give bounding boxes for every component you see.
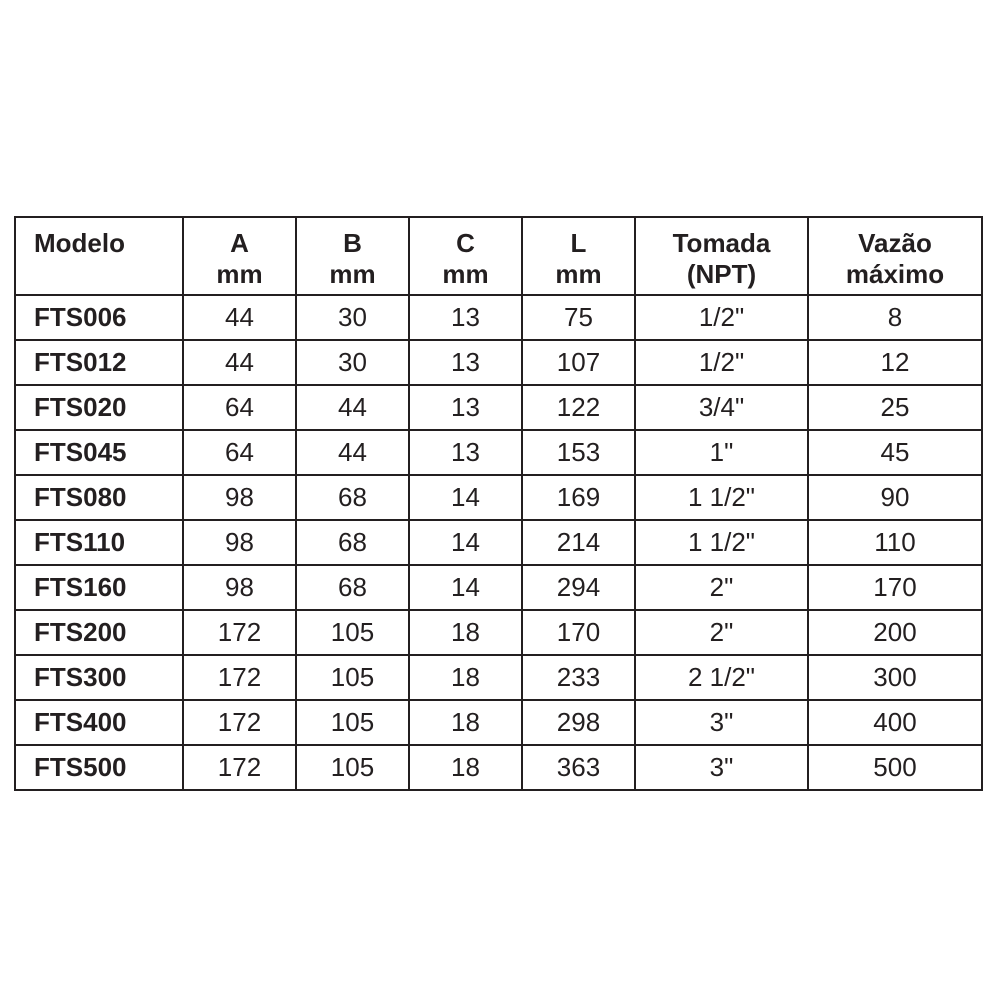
cell-c: 18	[409, 745, 522, 790]
header-a-unit: mm	[216, 258, 263, 289]
cell-vazao: 500	[808, 745, 982, 790]
cell-c: 13	[409, 295, 522, 340]
cell-b: 105	[296, 655, 409, 700]
cell-a: 44	[183, 295, 296, 340]
cell-b: 30	[296, 340, 409, 385]
cell-c: 18	[409, 610, 522, 655]
cell-a: 64	[183, 430, 296, 475]
cell-modelo: FTS300	[15, 655, 183, 700]
cell-tomada: 1/2"	[635, 340, 808, 385]
cell-b: 105	[296, 745, 409, 790]
cell-b: 68	[296, 475, 409, 520]
cell-tomada: 3/4"	[635, 385, 808, 430]
header-a-label: A	[230, 228, 249, 258]
cell-b: 44	[296, 385, 409, 430]
cell-c: 18	[409, 700, 522, 745]
cell-vazao: 300	[808, 655, 982, 700]
table-row	[15, 430, 982, 475]
cell-modelo: FTS080	[15, 475, 183, 520]
header-b-label: B	[343, 228, 362, 258]
cell-b: 44	[296, 430, 409, 475]
cell-modelo: FTS045	[15, 430, 183, 475]
cell-c: 13	[409, 430, 522, 475]
cell-c: 13	[409, 340, 522, 385]
cell-tomada: 2"	[635, 610, 808, 655]
cell-a: 172	[183, 610, 296, 655]
cell-l: 233	[522, 655, 635, 700]
cell-tomada: 1"	[635, 430, 808, 475]
header-modelo-label: Modelo	[34, 228, 125, 258]
cell-l: 169	[522, 475, 635, 520]
cell-tomada: 3"	[635, 700, 808, 745]
table-row	[15, 340, 982, 385]
table-body	[15, 295, 982, 790]
header-vazao-label: Vazão	[858, 228, 932, 258]
cell-modelo: FTS012	[15, 340, 183, 385]
cell-l: 107	[522, 340, 635, 385]
header-tomada-unit: (NPT)	[686, 258, 757, 289]
cell-a: 44	[183, 340, 296, 385]
cell-b: 105	[296, 700, 409, 745]
table-row	[15, 385, 982, 430]
cell-vazao: 110	[808, 520, 982, 565]
header-c-label: C	[456, 228, 475, 258]
cell-b: 105	[296, 610, 409, 655]
header-l	[522, 217, 635, 295]
spec-table	[14, 216, 983, 791]
cell-vazao: 8	[808, 295, 982, 340]
cell-a: 98	[183, 520, 296, 565]
cell-b: 30	[296, 295, 409, 340]
header-c	[409, 217, 522, 295]
cell-vazao: 45	[808, 430, 982, 475]
table-row	[15, 610, 982, 655]
cell-modelo: FTS200	[15, 610, 183, 655]
cell-c: 18	[409, 655, 522, 700]
cell-a: 172	[183, 655, 296, 700]
header-vazao	[808, 217, 982, 295]
header-b	[296, 217, 409, 295]
cell-a: 64	[183, 385, 296, 430]
cell-tomada: 1 1/2"	[635, 520, 808, 565]
cell-vazao: 200	[808, 610, 982, 655]
cell-c: 14	[409, 475, 522, 520]
table-row	[15, 700, 982, 745]
cell-l: 294	[522, 565, 635, 610]
cell-tomada: 3"	[635, 745, 808, 790]
cell-l: 170	[522, 610, 635, 655]
table-header	[15, 217, 982, 295]
cell-modelo: FTS020	[15, 385, 183, 430]
table-row	[15, 655, 982, 700]
table-row	[15, 295, 982, 340]
table-row	[15, 565, 982, 610]
cell-l: 122	[522, 385, 635, 430]
cell-tomada: 1 1/2"	[635, 475, 808, 520]
cell-modelo: FTS500	[15, 745, 183, 790]
cell-tomada: 2"	[635, 565, 808, 610]
header-c-unit: mm	[442, 258, 489, 289]
header-vazao-unit: máximo	[845, 258, 945, 289]
cell-l: 214	[522, 520, 635, 565]
table-row	[15, 475, 982, 520]
cell-b: 68	[296, 520, 409, 565]
header-a	[183, 217, 296, 295]
cell-vazao: 400	[808, 700, 982, 745]
cell-vazao: 170	[808, 565, 982, 610]
header-tomada-label: Tomada	[672, 228, 771, 258]
header-tomada	[635, 217, 808, 295]
cell-tomada: 1/2"	[635, 295, 808, 340]
cell-vazao: 90	[808, 475, 982, 520]
cell-modelo: FTS400	[15, 700, 183, 745]
cell-l: 298	[522, 700, 635, 745]
cell-l: 363	[522, 745, 635, 790]
cell-modelo: FTS110	[15, 520, 183, 565]
header-modelo	[15, 217, 183, 295]
header-b-unit: mm	[329, 258, 376, 289]
table-row	[15, 745, 982, 790]
cell-modelo: FTS006	[15, 295, 183, 340]
cell-a: 172	[183, 700, 296, 745]
cell-a: 98	[183, 565, 296, 610]
cell-modelo: FTS160	[15, 565, 183, 610]
cell-c: 14	[409, 520, 522, 565]
header-row	[15, 217, 982, 295]
cell-c: 14	[409, 565, 522, 610]
header-l-unit: mm	[555, 258, 602, 289]
cell-l: 75	[522, 295, 635, 340]
cell-l: 153	[522, 430, 635, 475]
cell-tomada: 2 1/2"	[635, 655, 808, 700]
cell-b: 68	[296, 565, 409, 610]
table-row	[15, 520, 982, 565]
cell-a: 172	[183, 745, 296, 790]
cell-vazao: 12	[808, 340, 982, 385]
cell-vazao: 25	[808, 385, 982, 430]
cell-c: 13	[409, 385, 522, 430]
cell-a: 98	[183, 475, 296, 520]
header-l-label: L	[570, 228, 587, 258]
